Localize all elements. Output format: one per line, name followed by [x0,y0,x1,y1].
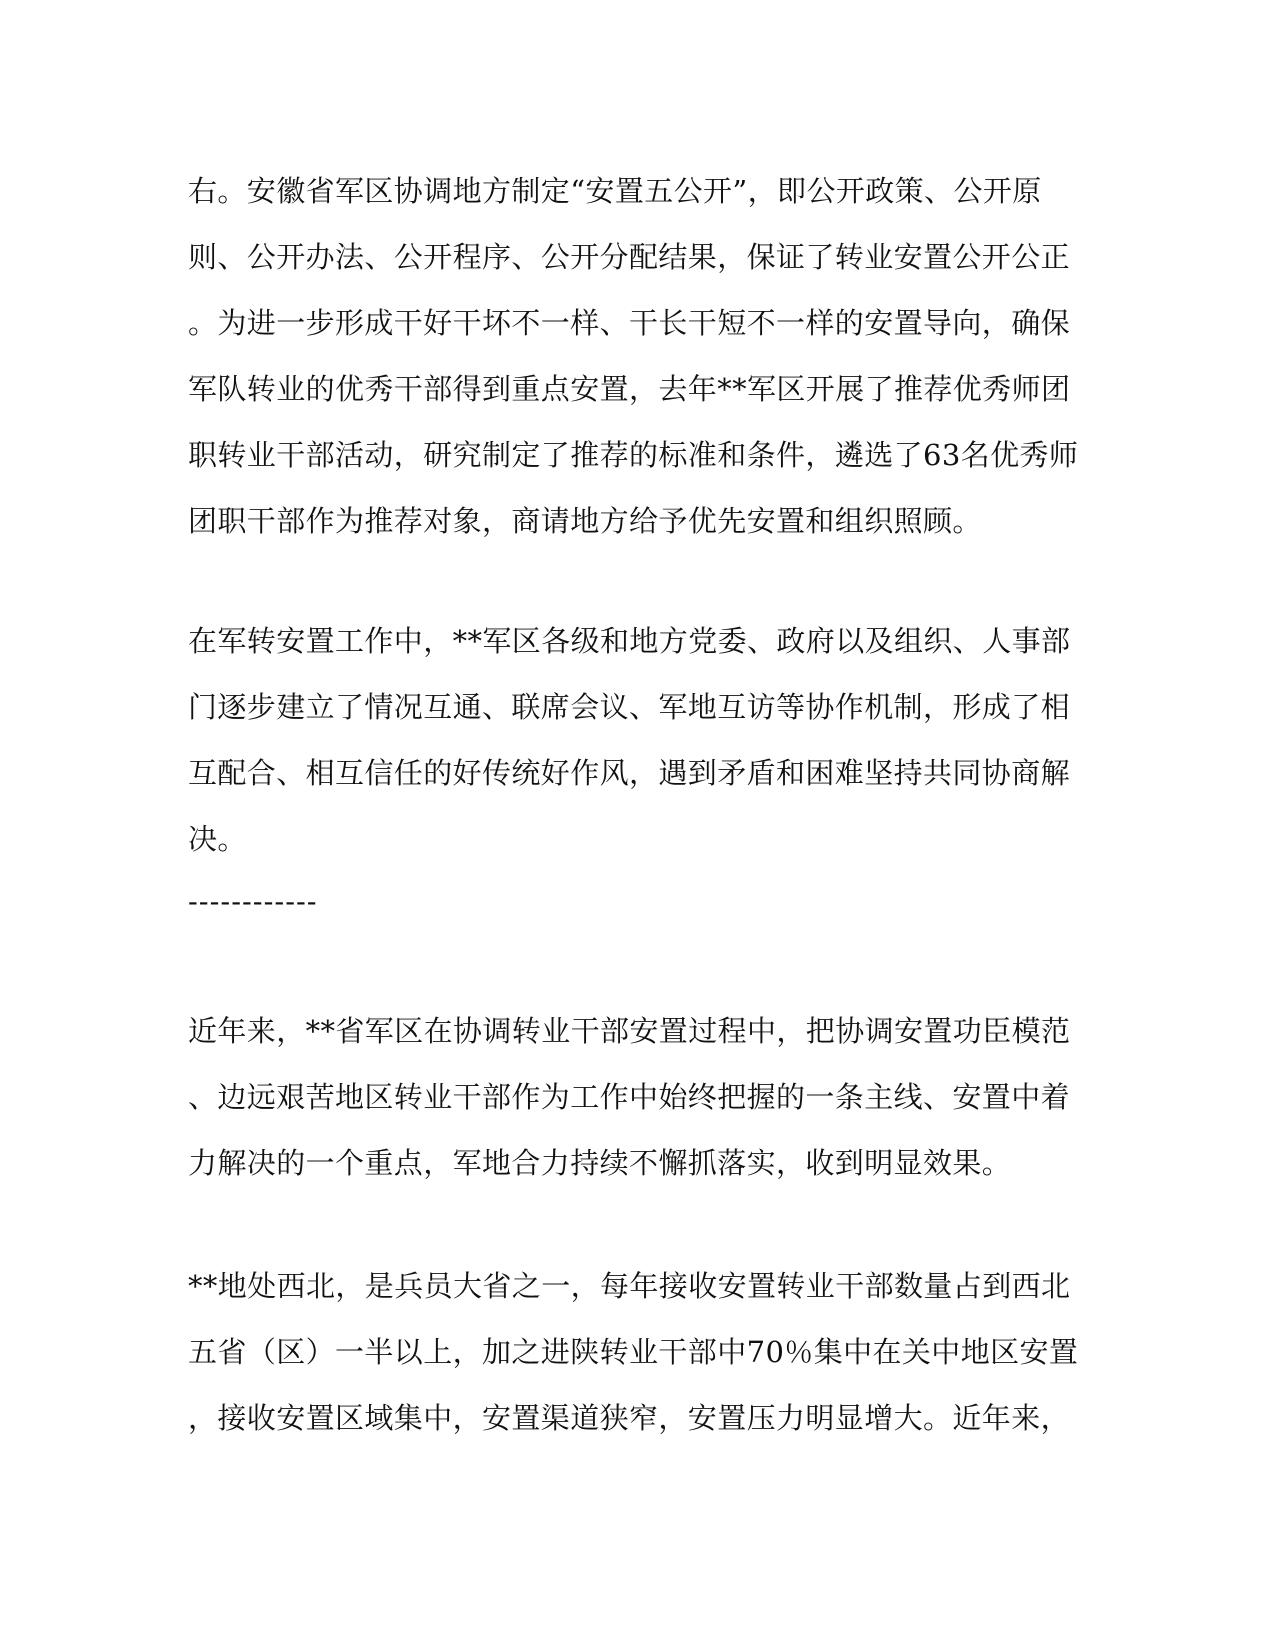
text-line: 力解决的一个重点，军地合力持续不懈抓落实，收到明显效果。 [188,1146,1012,1180]
text-line: 军队转业的优秀干部得到重点安置，去年**军区开展了推荐优秀师团 [188,372,1071,406]
section-separator: ------------ [188,884,318,918]
text-line: 团职干部作为推荐对象，商请地方给予优先安置和组织照顾。 [188,504,982,538]
paragraph [188,1253,1079,1451]
paragraph [188,158,1079,554]
paragraph [188,608,1071,872]
text-line: 右。安徽省军区协调地方制定“安置五公开”，即公开政策、公开原 [188,174,1042,208]
text-line: 五省（区）一半以上，加之进陕转业干部中70％集中在关中地区安置 [188,1335,1079,1369]
text-line: 门逐步建立了情况互通、联席会议、军地互访等协作机制，形成了相 [188,690,1071,724]
text-line: 近年来，**省军区在协调转业干部安置过程中，把协调安置功臣模范 [188,1014,1071,1048]
text-line: 互配合、相互信任的好传统好作风，遇到矛盾和困难坚持共同协商解 [188,756,1071,790]
text-line: 决。 [188,822,247,856]
text-line: 、边远艰苦地区转业干部作为工作中始终把握的一条主线、安置中着 [188,1080,1071,1114]
text-line: ，接收安置区域集中，安置渠道狭窄，安置压力明显增大。近年来， [188,1401,1071,1435]
text-line: 职转业干部活动，研究制定了推荐的标准和条件，遴选了63名优秀师 [188,438,1079,472]
text-line: 则、公开办法、公开程序、公开分配结果，保证了转业安置公开公正 [188,240,1071,274]
text-line: 。为进一步形成干好干坏不一样、干长干短不一样的安置导向，确保 [188,306,1071,340]
text-line: 在军转安置工作中，**军区各级和地方党委、政府以及组织、人事部 [188,624,1071,658]
text-line: **地处西北，是兵员大省之一，每年接收安置转业干部数量占到西北 [188,1269,1071,1303]
paragraph [188,998,1071,1196]
